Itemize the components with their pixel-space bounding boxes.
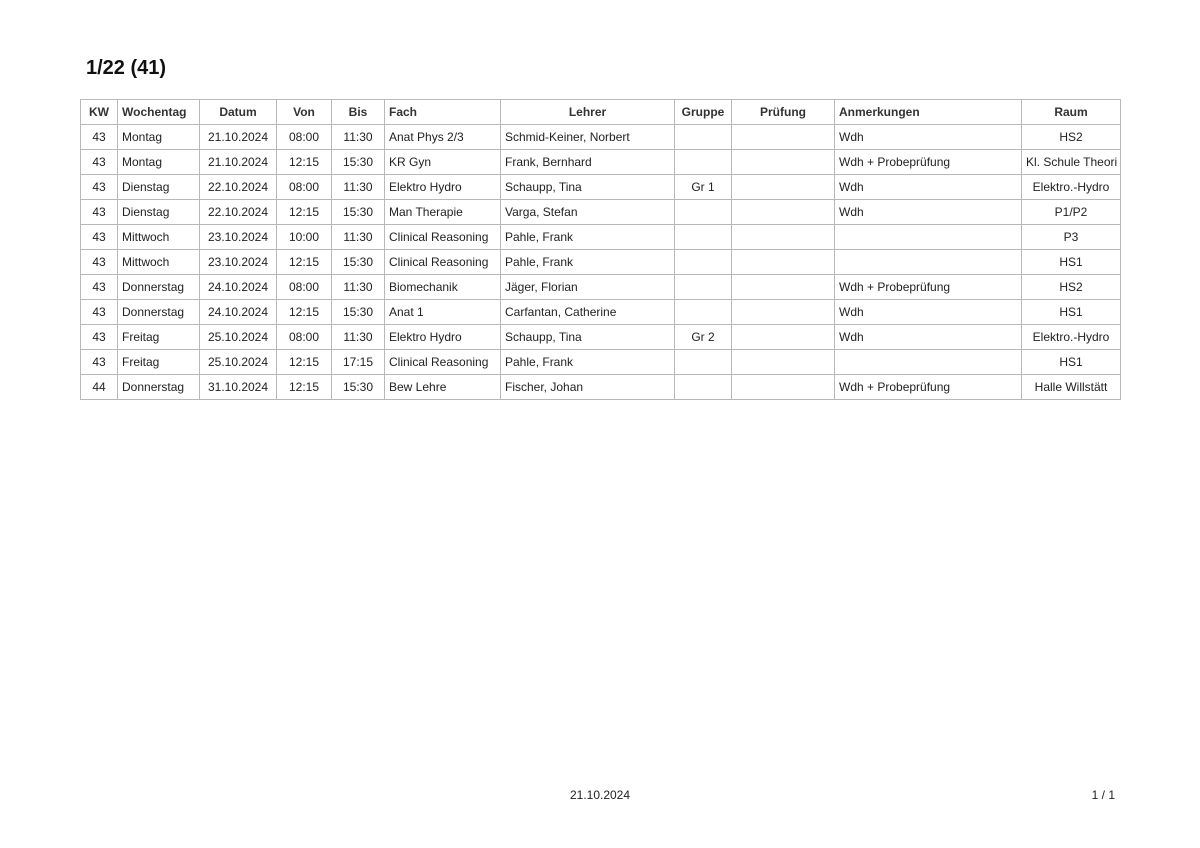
cell-von: 08:00 (277, 175, 332, 200)
cell-wochentag: Mittwoch (118, 225, 200, 250)
cell-pruefung (732, 275, 835, 300)
cell-raum: Elektro.-Hydro (1022, 325, 1121, 350)
cell-datum: 31.10.2024 (200, 375, 277, 400)
cell-anmerkungen: Wdh (835, 325, 1022, 350)
cell-von: 12:15 (277, 350, 332, 375)
cell-bis: 15:30 (332, 250, 385, 275)
cell-bis: 11:30 (332, 175, 385, 200)
column-header-kw: KW (81, 100, 118, 125)
cell-wochentag: Mittwoch (118, 250, 200, 275)
footer-page-number: 1 / 1 (1091, 788, 1115, 802)
cell-wochentag: Montag (118, 150, 200, 175)
table-row (81, 125, 1121, 150)
cell-wochentag: Montag (118, 125, 200, 150)
cell-bis: 15:30 (332, 300, 385, 325)
column-header-von: Von (277, 100, 332, 125)
table-row (81, 325, 1121, 350)
cell-lehrer: Pahle, Frank (501, 250, 675, 275)
cell-von: 10:00 (277, 225, 332, 250)
cell-anmerkungen (835, 350, 1022, 375)
cell-pruefung (732, 250, 835, 275)
cell-raum: HS2 (1022, 275, 1121, 300)
footer-date: 21.10.2024 (569, 788, 631, 802)
cell-gruppe (675, 375, 732, 400)
table-row (81, 150, 1121, 175)
cell-kw: 43 (81, 225, 118, 250)
cell-fach: Elektro Hydro (385, 175, 501, 200)
cell-bis: 11:30 (332, 225, 385, 250)
cell-gruppe (675, 275, 732, 300)
page-title: 1/22 (41) (86, 57, 167, 79)
cell-anmerkungen: Wdh + Probeprüfung (835, 275, 1022, 300)
cell-raum: HS1 (1022, 350, 1121, 375)
cell-von: 08:00 (277, 275, 332, 300)
cell-lehrer: Carfantan, Catherine (501, 300, 675, 325)
cell-raum: Kl. Schule Theori (1022, 150, 1121, 175)
cell-pruefung (732, 375, 835, 400)
schedule-table (80, 99, 1121, 400)
cell-fach: Clinical Reasoning (385, 350, 501, 375)
cell-raum: HS1 (1022, 300, 1121, 325)
cell-fach: Clinical Reasoning (385, 225, 501, 250)
table-row (81, 225, 1121, 250)
cell-gruppe (675, 250, 732, 275)
cell-anmerkungen: Wdh + Probeprüfung (835, 375, 1022, 400)
cell-wochentag: Freitag (118, 325, 200, 350)
cell-wochentag: Dienstag (118, 200, 200, 225)
cell-fach: Anat Phys 2/3 (385, 125, 501, 150)
column-header-bis: Bis (332, 100, 385, 125)
cell-fach: KR Gyn (385, 150, 501, 175)
cell-lehrer: Schmid-Keiner, Norbert (501, 125, 675, 150)
cell-pruefung (732, 325, 835, 350)
cell-gruppe (675, 200, 732, 225)
cell-gruppe (675, 300, 732, 325)
cell-bis: 11:30 (332, 125, 385, 150)
cell-von: 12:15 (277, 150, 332, 175)
cell-raum: P1/P2 (1022, 200, 1121, 225)
cell-datum: 22.10.2024 (200, 175, 277, 200)
cell-datum: 21.10.2024 (200, 125, 277, 150)
column-header-wochentag: Wochentag (118, 100, 200, 125)
table-row (81, 300, 1121, 325)
cell-pruefung (732, 200, 835, 225)
cell-fach: Bew Lehre (385, 375, 501, 400)
table-header-row (81, 100, 1121, 125)
cell-raum: HS2 (1022, 125, 1121, 150)
cell-bis: 11:30 (332, 325, 385, 350)
cell-pruefung (732, 150, 835, 175)
cell-anmerkungen: Wdh + Probeprüfung (835, 150, 1022, 175)
cell-pruefung (732, 225, 835, 250)
cell-wochentag: Donnerstag (118, 275, 200, 300)
cell-fach: Anat 1 (385, 300, 501, 325)
table-body (81, 125, 1121, 400)
cell-lehrer: Jäger, Florian (501, 275, 675, 300)
cell-datum: 22.10.2024 (200, 200, 277, 225)
cell-von: 08:00 (277, 325, 332, 350)
cell-kw: 43 (81, 175, 118, 200)
cell-lehrer: Varga, Stefan (501, 200, 675, 225)
cell-fach: Elektro Hydro (385, 325, 501, 350)
column-header-raum: Raum (1022, 100, 1121, 125)
cell-pruefung (732, 175, 835, 200)
cell-kw: 43 (81, 300, 118, 325)
cell-bis: 11:30 (332, 275, 385, 300)
cell-kw: 43 (81, 200, 118, 225)
cell-gruppe (675, 125, 732, 150)
cell-raum: Halle Willstätt (1022, 375, 1121, 400)
table-row (81, 275, 1121, 300)
cell-anmerkungen (835, 225, 1022, 250)
cell-fach: Biomechanik (385, 275, 501, 300)
cell-fach: Man Therapie (385, 200, 501, 225)
cell-anmerkungen: Wdh (835, 200, 1022, 225)
cell-raum: HS1 (1022, 250, 1121, 275)
cell-anmerkungen (835, 250, 1022, 275)
cell-pruefung (732, 350, 835, 375)
cell-lehrer: Frank, Bernhard (501, 150, 675, 175)
table-row (81, 200, 1121, 225)
column-header-pruefung: Prüfung (732, 100, 835, 125)
cell-kw: 43 (81, 125, 118, 150)
cell-anmerkungen: Wdh (835, 300, 1022, 325)
cell-bis: 15:30 (332, 200, 385, 225)
cell-gruppe (675, 350, 732, 375)
cell-bis: 15:30 (332, 375, 385, 400)
column-header-lehrer: Lehrer (501, 100, 675, 125)
cell-wochentag: Donnerstag (118, 300, 200, 325)
cell-datum: 25.10.2024 (200, 325, 277, 350)
cell-lehrer: Schaupp, Tina (501, 175, 675, 200)
cell-raum: P3 (1022, 225, 1121, 250)
cell-gruppe: Gr 1 (675, 175, 732, 200)
cell-von: 12:15 (277, 250, 332, 275)
table-row (81, 375, 1121, 400)
cell-datum: 21.10.2024 (200, 150, 277, 175)
column-header-datum: Datum (200, 100, 277, 125)
table-row (81, 175, 1121, 200)
cell-datum: 24.10.2024 (200, 300, 277, 325)
cell-fach: Clinical Reasoning (385, 250, 501, 275)
column-header-gruppe: Gruppe (675, 100, 732, 125)
cell-gruppe (675, 225, 732, 250)
cell-von: 12:15 (277, 375, 332, 400)
cell-bis: 17:15 (332, 350, 385, 375)
cell-pruefung (732, 125, 835, 150)
column-header-anmerkungen: Anmerkungen (835, 100, 1022, 125)
cell-datum: 23.10.2024 (200, 250, 277, 275)
column-header-fach: Fach (385, 100, 501, 125)
cell-lehrer: Pahle, Frank (501, 350, 675, 375)
cell-kw: 43 (81, 250, 118, 275)
cell-lehrer: Schaupp, Tina (501, 325, 675, 350)
table-row (81, 350, 1121, 375)
cell-wochentag: Donnerstag (118, 375, 200, 400)
cell-datum: 25.10.2024 (200, 350, 277, 375)
cell-kw: 43 (81, 150, 118, 175)
cell-von: 08:00 (277, 125, 332, 150)
cell-von: 12:15 (277, 200, 332, 225)
cell-von: 12:15 (277, 300, 332, 325)
cell-kw: 44 (81, 375, 118, 400)
cell-wochentag: Freitag (118, 350, 200, 375)
cell-kw: 43 (81, 325, 118, 350)
cell-anmerkungen: Wdh (835, 175, 1022, 200)
cell-wochentag: Dienstag (118, 175, 200, 200)
cell-bis: 15:30 (332, 150, 385, 175)
cell-datum: 23.10.2024 (200, 225, 277, 250)
cell-kw: 43 (81, 350, 118, 375)
cell-lehrer: Fischer, Johan (501, 375, 675, 400)
cell-datum: 24.10.2024 (200, 275, 277, 300)
cell-gruppe: Gr 2 (675, 325, 732, 350)
cell-lehrer: Pahle, Frank (501, 225, 675, 250)
cell-kw: 43 (81, 275, 118, 300)
cell-pruefung (732, 300, 835, 325)
cell-raum: Elektro.-Hydro (1022, 175, 1121, 200)
cell-anmerkungen: Wdh (835, 125, 1022, 150)
cell-gruppe (675, 150, 732, 175)
table-row (81, 250, 1121, 275)
